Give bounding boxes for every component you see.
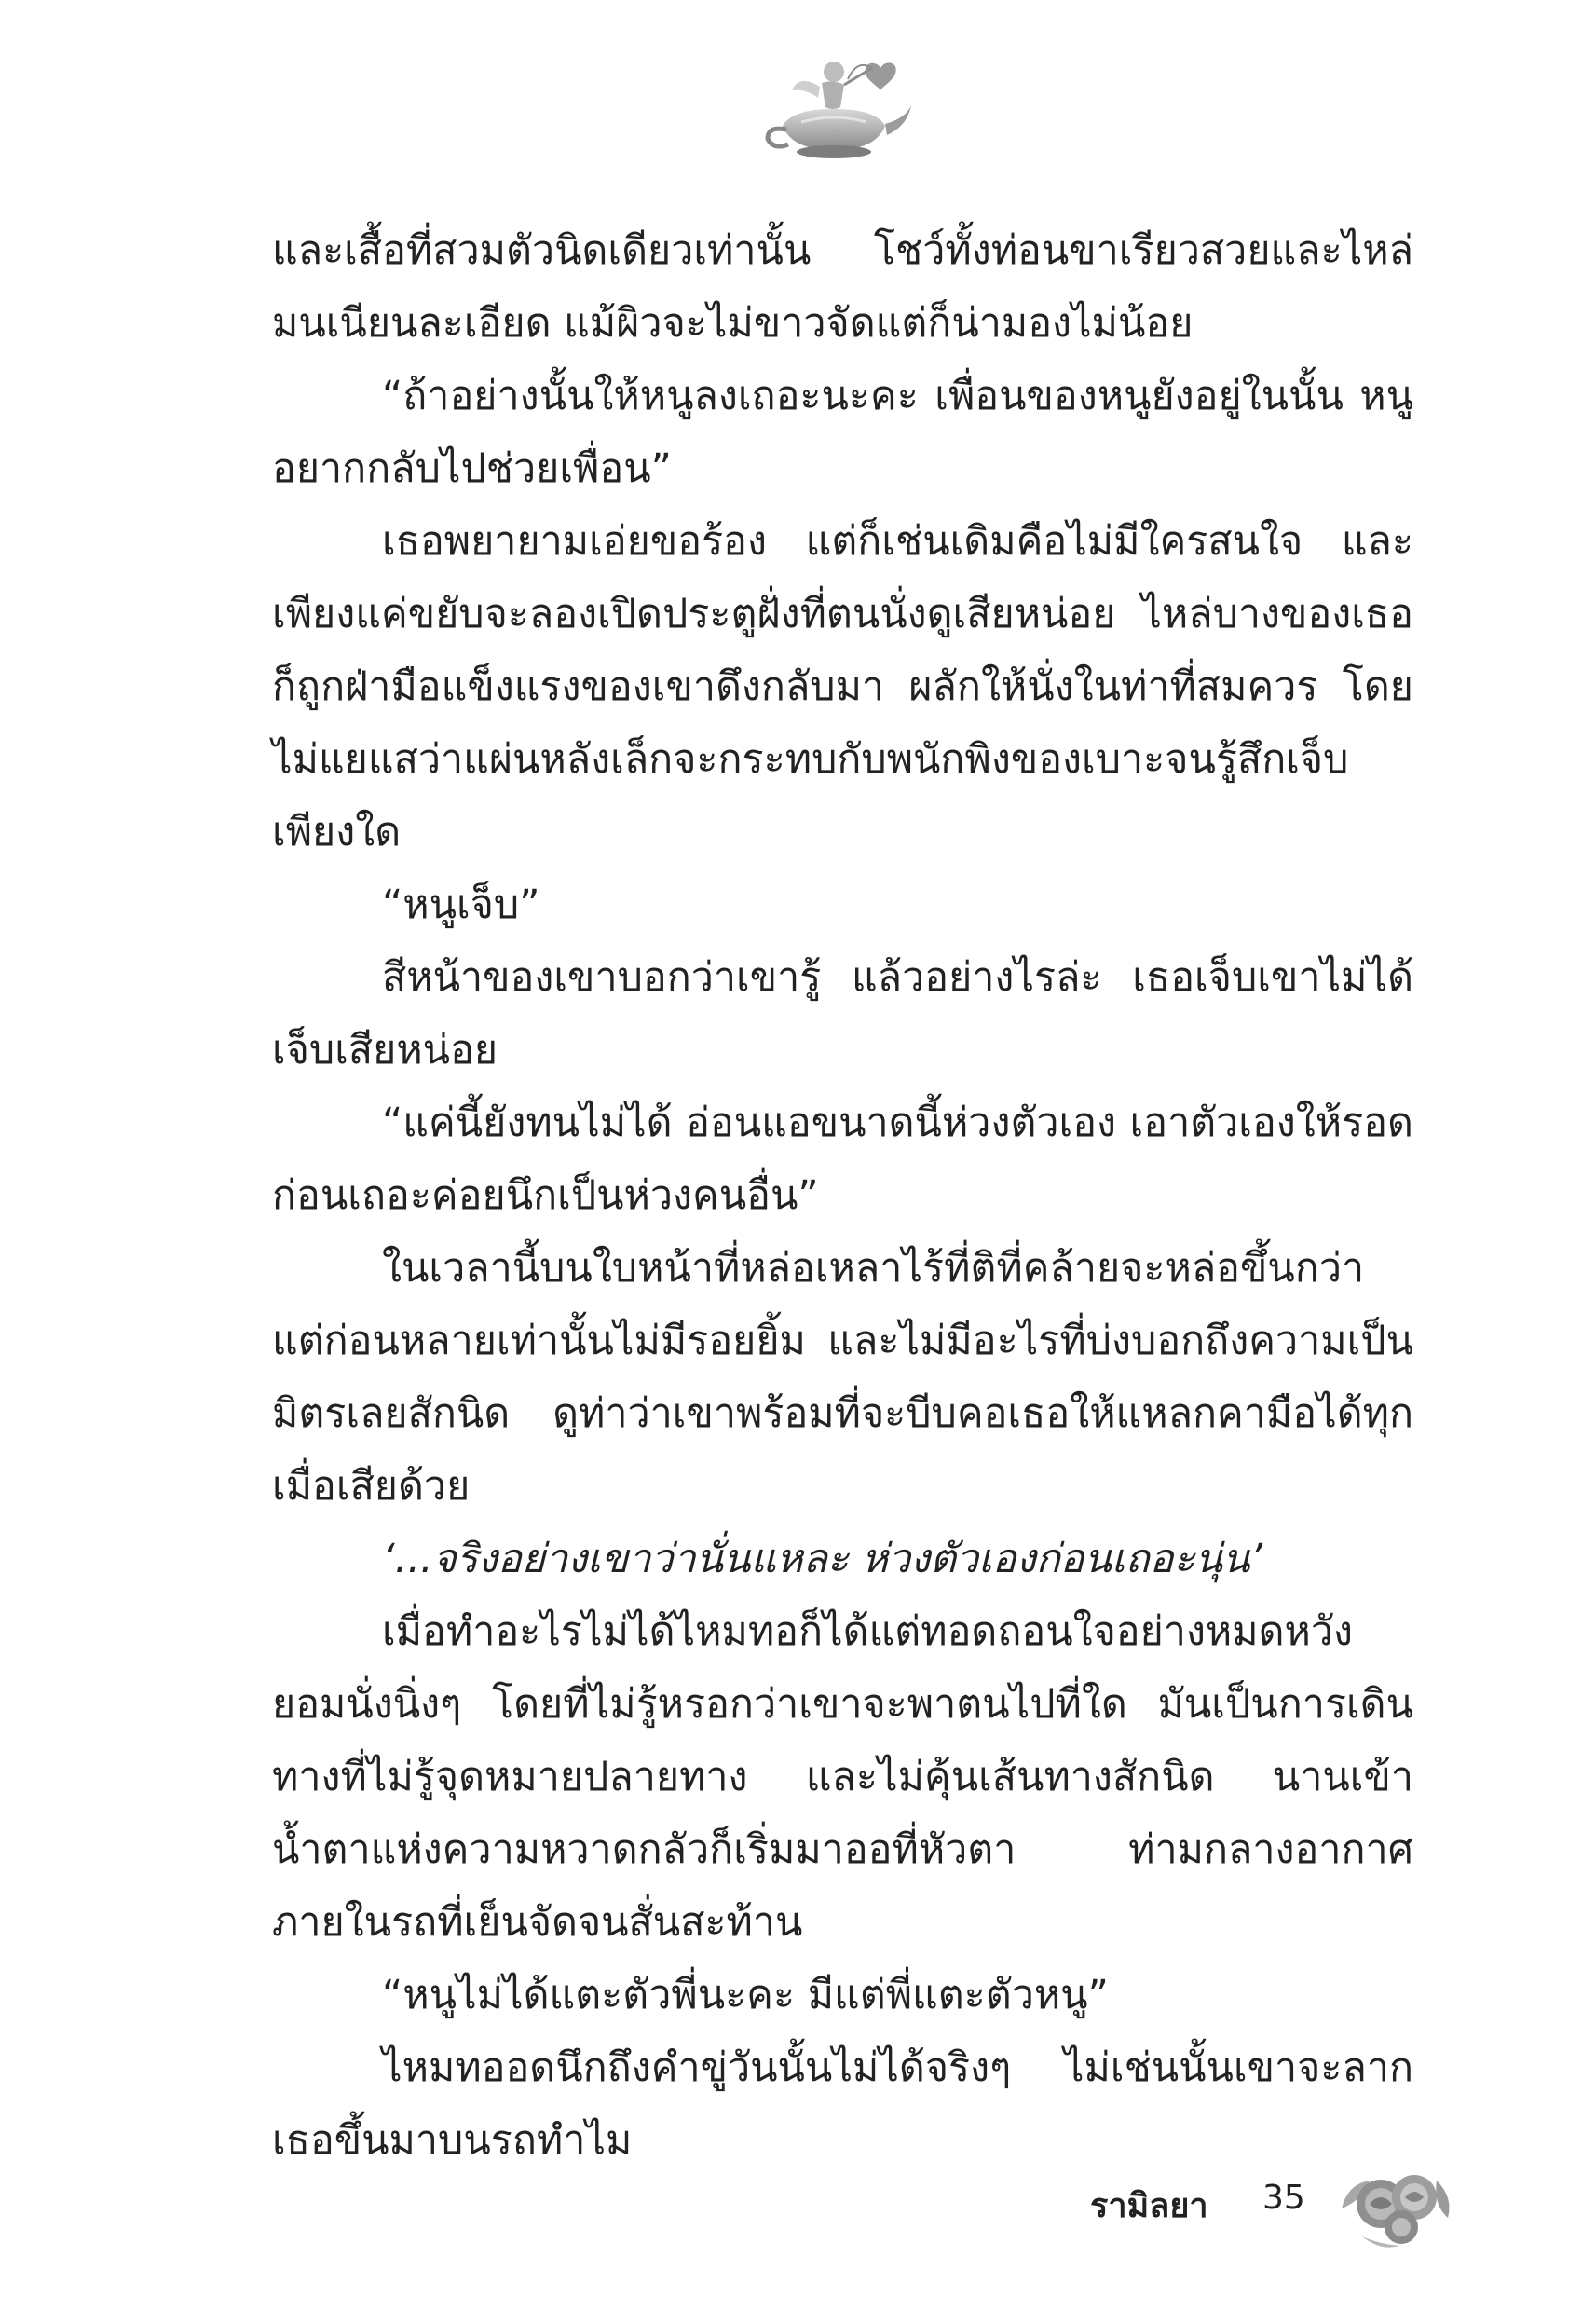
paragraph-italic-thought: ‘...จริงอย่างเขาว่านั่นแหละ ห่วงตัวเองก่อนเถอะนุ่น’ bbox=[382, 1536, 1263, 1582]
paragraph: เธอพยายามเอ่ยขอร้อง แต่ก็เช่นเดิมคือไม่มีใครสนใจ และเพียงแค่ขยับจะลองเปิดประตูฝั่งที่ตนนั่งดูเสียหน่อย ไหล่บางของเธอก็ถูกฝ่ามือแข็งแรงของเขาดึงกลับมา ผลักให้นั่งในท่าที่สมควร โดยไม่แยแสว่าแผ่นหลังเล็กจะกระทบกับพนักพิงของเบาะจนรู้สึกเจ็บเพียงใด bbox=[272, 518, 1413, 855]
paragraph: และเสื้อที่สวมตัวนิดเดียวเท่านั้น โชว์ทั้งท่อนขาเรียวสวยและไหล่มนเนียนละเอียด แม้ผิวจะไม่ขาวจัดแต่ก็น่ามองไม่น้อย bbox=[272, 227, 1413, 347]
paragraph: ไหมทออดนึกถึงคำขู่วันนั้นไม่ได้จริงๆ ไม่เช่นนั้นเขาจะลากเธอขึ้นมาบนรถทำไม bbox=[272, 2044, 1413, 2164]
footer-author: รามิลยา bbox=[1090, 2187, 1208, 2225]
page-footer bbox=[1090, 2153, 1481, 2255]
roses-icon bbox=[1334, 2153, 1455, 2255]
cupid-teapot-icon bbox=[764, 51, 922, 163]
paragraph: เมื่อทำอะไรไม่ได้ไหมทอก็ได้แต่ทอดถอนใจอย่างหมดหวัง ยอมนั่งนิ่งๆ โดยที่ไม่รู้หรอกว่าเขาจะพาตนไปที่ใด มันเป็นการเดินทางที่ไม่รู้จุดหมายปลายทาง และไม่คุ้นเส้นทางสักนิด นานเข้าน้ำตาแห่งความหวาดกลัวก็เริ่มมาออที่หัวตา ท่ามกลางอากาศภายในรถที่เย็นจัดจนสั่นสะท้าน bbox=[272, 1608, 1413, 1946]
paragraph: ในเวลานี้บนใบหน้าที่หล่อเหลาไร้ที่ติที่คล้ายจะหล่อขึ้นกว่าแต่ก่อนหลายเท่านั้นไม่มีรอยยิ้ม และไม่มีอะไรที่บ่งบอกถึงความเป็นมิตรเลยสักนิด ดูท่าว่าเขาพร้อมที่จะบีบคอเธอให้แหลกคามือได้ทุกเมื่อเสียด้วย bbox=[272, 1245, 1413, 1510]
paragraph: สีหน้าของเขาบอกว่าเขารู้ แล้วอย่างไรล่ะ เธอเจ็บเขาไม่ได้เจ็บเสียหน่อย bbox=[272, 954, 1413, 1073]
body-text bbox=[272, 214, 1413, 2177]
paragraph: “แค่นี้ยังทนไม่ได้ อ่อนแอขนาดนี้ห่วงตัวเอง เอาตัวเองให้รอดก่อนเถอะค่อยนึกเป็นห่วงคนอื่น” bbox=[272, 1100, 1413, 1219]
paragraph: “ถ้าอย่างนั้นให้หนูลงเถอะนะคะ เพื่อนของหนูยังอยู่ในนั้น หนูอยากกลับไปช่วยเพื่อน” bbox=[272, 373, 1413, 492]
page-number: 35 bbox=[1262, 2179, 1305, 2217]
paragraph: “หนูไม่ได้แตะตัวพี่นะคะ มีแต่พี่แตะตัวหนู” bbox=[382, 1972, 1109, 2018]
paragraph: “หนูเจ็บ” bbox=[382, 882, 540, 928]
